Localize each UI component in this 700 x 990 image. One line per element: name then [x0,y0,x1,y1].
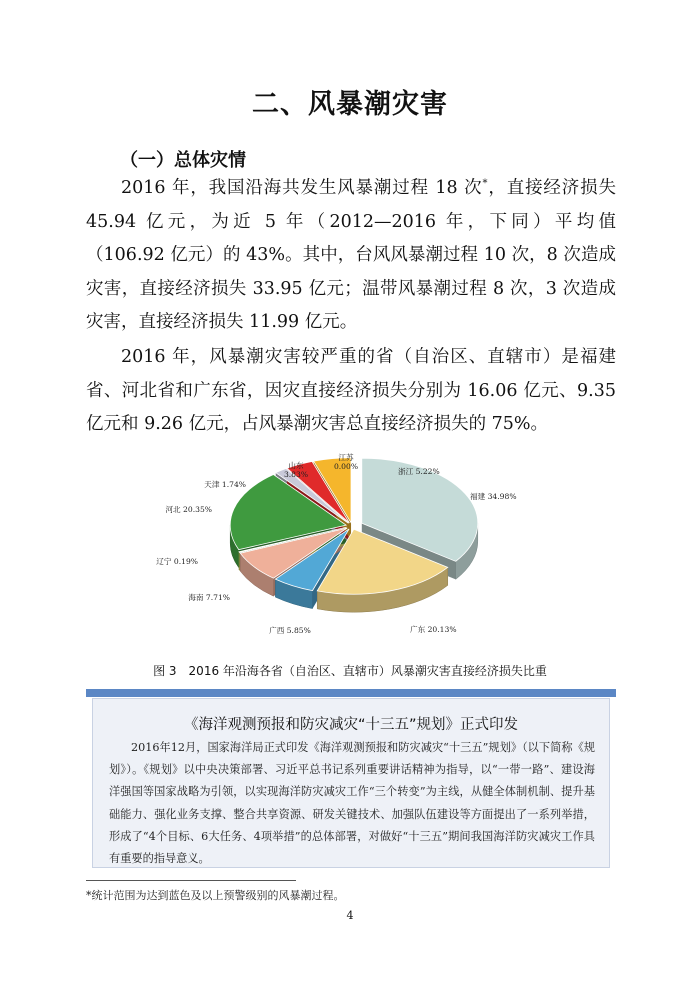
pie-label: 浙江 5.22% [398,467,440,476]
pie-label-value: 0.00% [333,462,359,471]
pie-label: 辽宁 0.19% [156,557,198,566]
pie-label: 海南 7.71% [188,593,230,602]
pie-label: 福建 34.98% [470,492,517,501]
page-number: 4 [346,909,354,922]
pie-label-name: 山东 [288,461,304,470]
footnote: *统计范围为达到蓝色及以上预警级别的风暴潮过程。 [86,889,345,902]
pie-chart-figure [156,450,530,640]
notice-box-top-bar [86,689,616,697]
footnote-divider [86,880,296,881]
paragraph-text: 2016 年，我国沿海共发生风暴潮过程 18 次 [121,178,483,198]
notice-box [92,698,610,868]
paragraph-overall-losses [86,172,616,340]
figure-caption: 图 3 2016 年沿海各省（自治区、直辖市）风暴潮灾害直接经济损失比重 [153,664,547,678]
paragraph-severe-provinces: 2016 年，风暴潮灾害较严重的省（自治区、直辖市）是福建省、河北省和广东省，因灾直接经济损失分别为 16.06 亿元、9.35 亿元和 9.26 亿元，占风暴潮灾害总直接经济损失的 75%。 [86,347,616,434]
footnote-marker: * [482,178,488,190]
pie-chart [156,450,530,640]
pie-label: 天津 1.74% [204,480,246,489]
pie-label: 广东 20.13% [410,625,457,634]
notice-body: 2016年12月，国家海洋局正式印发《海洋观测预报和防灾减灾“十三五”规划》（以下简称《规划》）。《规划》以中央决策部署、习近平总书记系列重要讲话精神为指导，以“一带一路”、建设海洋强国等国家战略为引领，以实现海洋防灾减灾工作“三个转变”为主线，从健全体制机制、提升基础能力、强化业务支撑、整合共享资源、研发关键技术、加强队伍建设等方面提出了一系列举措，形成了“4个目标、6大任务、4项举措”的总体部署，对做好“十三五”期间我国海洋防灾减灾工作具有重要的指导意义。 [109,741,595,866]
pie-slice-side-辽宁 [239,552,240,571]
pie-label-value: 3.83% [283,470,309,479]
paragraph-text: ，直接经济损失 45.94 亿元，为近 5 年（2012—2016 年，下同）平均值（106.92 亿元）的 43%。其中，台风风暴潮过程 10 次，8 次造成灾害，直接经济损失 33.95 亿元；温带风暴潮过程 8 次，3 次造成灾害，直接经济损失 11.99 亿元。 [86,178,617,332]
pie-label-name: 江苏 [338,453,354,462]
pie-label: 广西 5.85% [269,626,311,635]
section-heading: （一）总体灾情 [120,150,246,171]
notice-title: 《海洋观测预报和防灾减灾“十三五”规划》正式印发 [183,717,519,733]
page-title: 二、风暴潮灾害 [252,89,448,120]
pie-label: 河北 20.35% [165,505,212,514]
